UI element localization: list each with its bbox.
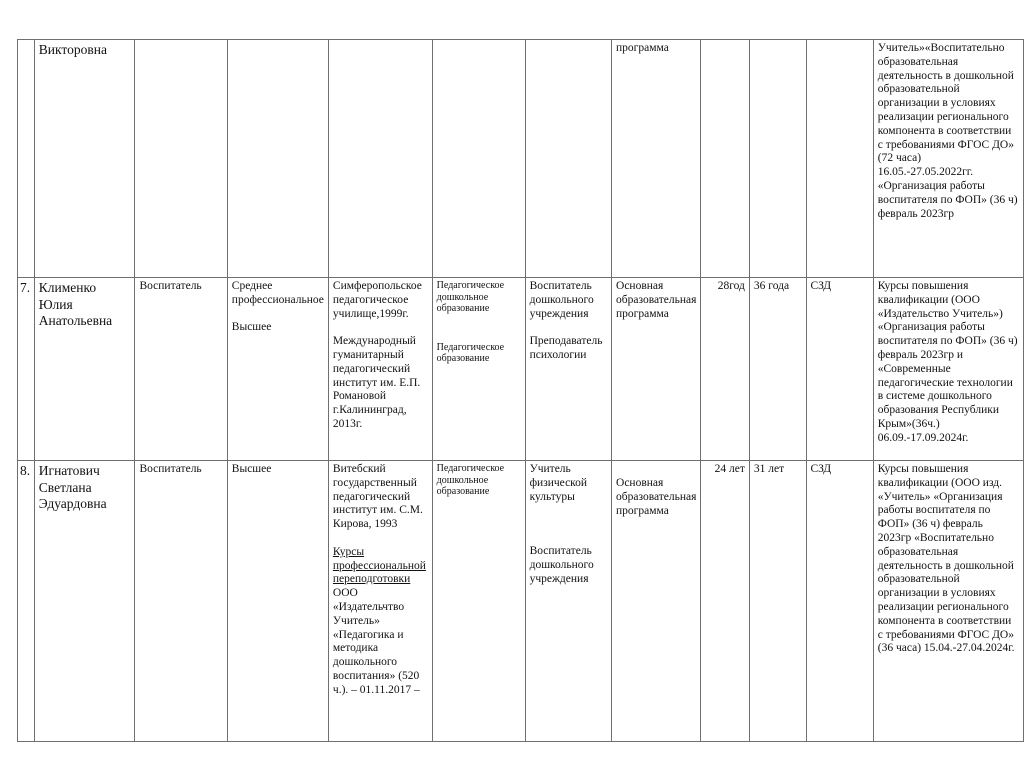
qualification-secondary: Педагогическое образование xyxy=(436,341,505,364)
institution-cell xyxy=(328,461,432,742)
institution-primary: Витебский государственный педагогический институт им. С.М. Кирова, 1993 xyxy=(332,463,423,531)
program-cell: Основная образовательная программа xyxy=(612,461,701,742)
ped-experience-cell xyxy=(749,40,806,278)
education-cell xyxy=(227,40,328,278)
teacher-name: Викторовна xyxy=(34,40,135,278)
institution-cell xyxy=(328,40,432,278)
retraining-courses-link: Курсы профессиональной переподготовки xyxy=(332,545,426,586)
institution-secondary: Международный гуманитарный педагогический институт им. Е.П. Романовой г.Калининград, 2013г. xyxy=(332,335,421,430)
teacher-name: Клименко Юлия Анатольевна xyxy=(34,278,135,461)
table-row xyxy=(18,461,1024,742)
category-cell xyxy=(806,40,873,278)
specialty-primary: Учитель физической культуры xyxy=(529,463,588,503)
courses-cell: Учитель»«Воспитательно образовательная деятельность в дошкольной образовательной организации в условиях реализации регионального компонента в соответствии с требованиями ФГОС ДО» (72 часа) 16.05.-27.05.2022гг. «Организация работы воспитателя по ФОП» (36 ч) февраль 2023гр xyxy=(873,40,1023,278)
qualification-cell: Педагогическое дошкольное образование xyxy=(432,461,525,742)
staff-table xyxy=(17,39,1024,742)
program-cell: Основная образовательная программа xyxy=(612,278,701,461)
specialty-cell xyxy=(525,40,611,278)
position-cell xyxy=(135,40,227,278)
row-number xyxy=(18,40,35,278)
qualification-cell xyxy=(432,40,525,278)
total-experience-cell xyxy=(701,40,749,278)
education-primary: Среднее профессиональное xyxy=(231,280,324,306)
education-cell: Высшее xyxy=(227,461,328,742)
education-cell xyxy=(227,278,328,461)
total-experience-cell: 28год xyxy=(701,278,749,461)
institution-cell xyxy=(328,278,432,461)
teacher-name: Игнатович Светлана Эдуардовна xyxy=(34,461,135,742)
courses-cell: Курсы повышения квалификации (ООО «Издательство Учитель») «Организация работы воспитателя по ФОП» (36 ч) февраль 2023гр и «Современные педагогические технологии в системе дошкольного образования Республики Крым»(36ч.) 06.09.-17.09.2024г. xyxy=(873,278,1023,461)
staff-table-sheet xyxy=(17,39,1024,742)
education-secondary: Высшее xyxy=(231,321,272,334)
courses-cell: Курсы повышения квалификации (ООО изд. «Учитель» «Организация работы воспитателя по ФОП» (36 ч) февраль 2023гр «Воспитательно образовательная деятельность в дошкольной образовательной организации в условиях реализации регионального компонента в соответствии с требованиями ФГОС ДО» (36 часа) 15.04.-27.04.2024г. xyxy=(873,461,1023,742)
total-experience-cell: 24 лет xyxy=(701,461,749,742)
table-row xyxy=(18,40,1024,278)
specialty-secondary: Воспитатель дошкольного учреждения xyxy=(529,545,594,585)
row-number: 7. xyxy=(18,278,35,461)
position-cell: Воспитатель xyxy=(135,278,227,461)
qualification-cell xyxy=(432,278,525,461)
specialty-cell xyxy=(525,461,611,742)
ped-experience-cell: 36 года xyxy=(749,278,806,461)
institution-primary: Симферопольское педагогическое училище,1999г. xyxy=(332,280,422,320)
specialty-secondary: Преподаватель психологии xyxy=(529,335,603,361)
specialty-primary: Воспитатель дошкольного учреждения xyxy=(529,280,594,320)
institution-secondary: ООО «Издательчтво Учитель» «Педагогика и методика дошкольного воспитания» (520 ч.). – 01.11.2017 – xyxy=(332,587,420,696)
ped-experience-cell: 31 лет xyxy=(749,461,806,742)
table-row xyxy=(18,278,1024,461)
category-cell: СЗД xyxy=(806,461,873,742)
qualification-primary: Педагогическое дошкольное образование xyxy=(436,280,505,314)
program-cell: программа xyxy=(612,40,701,278)
specialty-cell xyxy=(525,278,611,461)
category-cell: СЗД xyxy=(806,278,873,461)
position-cell: Воспитатель xyxy=(135,461,227,742)
row-number: 8. xyxy=(18,461,35,742)
